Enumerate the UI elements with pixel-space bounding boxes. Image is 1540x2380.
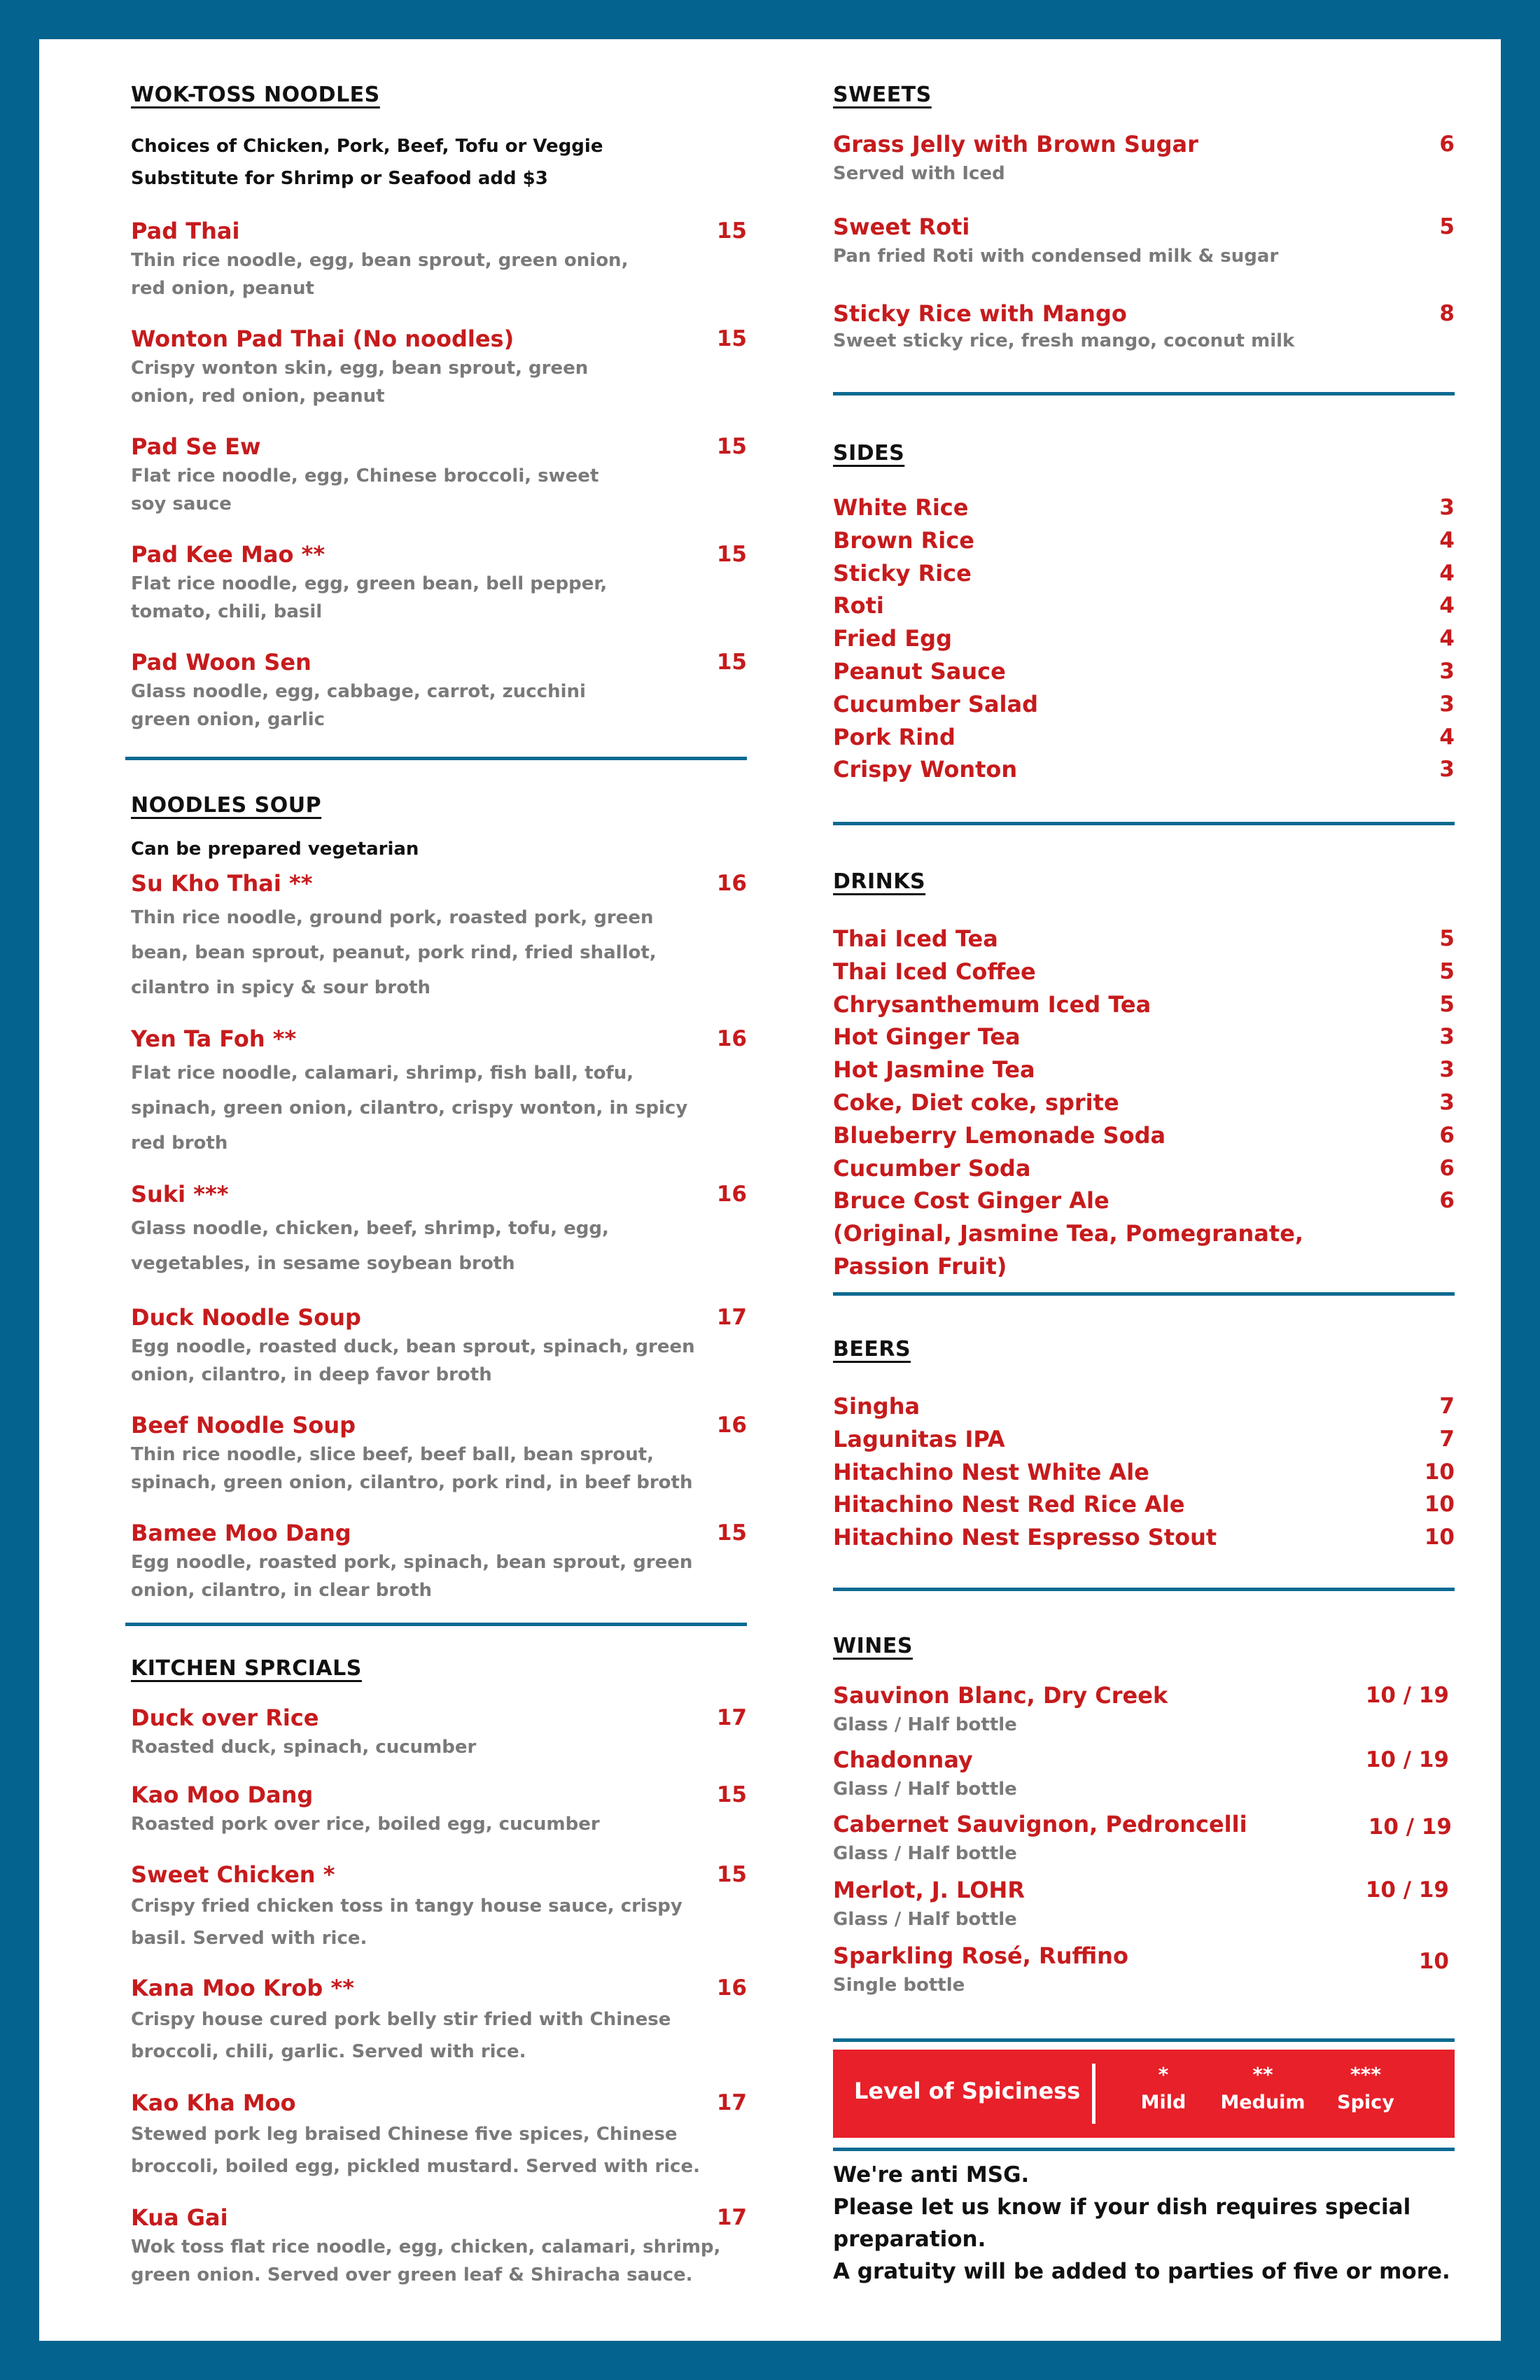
item-name: Pad Se Ew [131,433,261,460]
item-price: 4 [1439,724,1455,750]
item-name: Kao Kha Moo [131,2090,296,2116]
item-desc: Served with Iced [833,163,1005,184]
section-divider [833,1588,1455,1591]
item-name: Pad Woon Sen [131,649,312,676]
menu-item-kana-moo-krob [131,1973,747,2068]
item-desc: Crispy wonton skin, egg, bean sprout, green [131,358,589,379]
list-item [833,1488,1455,1521]
wine-item [833,1940,1455,1999]
menu-item-sweet-chicken [131,1859,747,1954]
item-name: Cucumber Soda [833,1154,1031,1182]
item-price: 17 [716,2205,747,2230]
item-name: Pad Thai [131,218,240,244]
item-name: Sticky Rice with Mango [833,300,1127,327]
item-price: 3 [1439,658,1455,684]
item-desc: red broth [131,1133,228,1154]
item-price: 15 [716,218,747,244]
item-desc: onion, cilantro, in clear broth [131,1580,433,1601]
menu-page [39,39,1501,2341]
item-name: Hot Jasmine Tea [833,1056,1035,1084]
item-name: Beef Noodle Soup [131,1412,356,1438]
item-price: 5 [1439,958,1455,984]
menu-item-su-kho-thai [131,868,747,1004]
item-price: 15 [716,1862,747,1887]
section-divider [833,822,1455,825]
item-name: Kao Moo Dang [131,1782,314,1808]
list-item [833,1390,1455,1423]
list-item [833,1456,1455,1489]
item-name: Singha [833,1393,920,1420]
item-price: 10 / 19 [1365,1877,1449,1903]
list-item [833,955,1455,988]
list-item [833,1423,1455,1456]
menu-item-pad-kee-mao [131,539,747,626]
section-title-noodles: WOK-TOSS NOODLES [131,83,380,107]
menu-item-beef-noodle-soup [131,1410,747,1497]
wine-item [833,1744,1455,1803]
item-name: Coke, Diet coke, sprite [833,1088,1119,1116]
menu-item-duck-over-rice [131,1702,747,1761]
item-desc: spinach, green onion, cilantro, crispy wonton, in spicy [131,1098,688,1119]
item-price: 6 [1439,1188,1455,1214]
footer-msg-msg: We're anti MSG. [833,2162,1030,2188]
wine-item [833,1809,1455,1868]
item-price: 3 [1439,1057,1455,1083]
item-variants: Passion Fruit) [833,1252,1007,1280]
item-price: 10 [1424,1459,1455,1485]
list-item [833,622,1455,655]
list-item [833,753,1455,786]
spice-level-name: Spicy [1337,2092,1394,2113]
item-name: Merlot, J. LOHR [833,1877,1025,1903]
item-name: Hitachino Nest Espresso Stout [833,1524,1217,1551]
menu-item-sweet-roti [833,211,1455,270]
item-desc: Crispy fried chicken toss in tangy house sauce, crispy [131,1896,682,1917]
item-desc: cilantro in spicy & sour broth [131,977,431,998]
item-name: Hitachino Nest White Ale [833,1458,1149,1485]
item-name: Hot Ginger Tea [833,1023,1021,1051]
item-name: Fried Egg [833,625,952,652]
list-item [833,688,1455,721]
footer-msg-special-cont: preparation. [833,2227,986,2252]
item-name: Kua Gai [131,2204,228,2231]
item-price: 10 [1424,1525,1455,1550]
sides-list [833,491,1455,786]
item-price: 17 [716,1705,747,1730]
item-price: 6 [1439,1122,1455,1148]
item-desc: Egg noodle, roasted pork, spinach, bean sprout, green [131,1552,693,1573]
list-item [833,524,1455,557]
menu-item-wonton-pad-thai [131,323,747,410]
section-title-soup: NOODLES SOUP [131,793,322,818]
item-name: Hitachino Nest Red Rice Ale [833,1491,1185,1518]
section-title-wines: WINES [833,1634,913,1658]
item-price: 16 [716,1026,747,1051]
chili-star-icon: *** [1350,2063,1381,2086]
item-desc: Flat rice noodle, calamari, shrimp, fish ball, tofu, [131,1063,634,1084]
item-name: Sweet Roti [833,214,970,240]
item-name: White Rice [833,494,969,521]
item-desc: spinach, green onion, cilantro, pork rind, in beef broth [131,1472,693,1493]
list-item [833,1086,1455,1119]
list-item [833,557,1455,590]
list-item [833,988,1455,1021]
item-desc: Stewed pork leg braised Chinese five spices, Chinese [131,2124,678,2145]
item-desc: green onion, garlic [131,709,326,730]
item-desc: Glass / Half bottle [833,1909,1017,1930]
section-divider [125,757,747,760]
drinks-list [833,923,1455,1283]
item-price: 15 [716,650,747,675]
menu-item-kua-gai [131,2202,747,2289]
item-name: Yen Ta Foh ** [131,1026,297,1052]
item-price: 10 / 19 [1365,1683,1449,1708]
item-name: Lagunitas IPA [833,1425,1005,1452]
item-desc: Glass / Half bottle [833,1714,1017,1735]
menu-item-kao-kha-moo [131,2087,747,2183]
list-item [833,721,1455,754]
item-price: 15 [716,326,747,351]
item-price: 5 [1439,214,1455,239]
section-title-sweets: SWEETS [833,83,932,107]
item-name: Cabernet Sauvignon, Pedroncelli [833,1811,1247,1837]
item-price: 4 [1439,593,1455,619]
item-desc: Flat rice noodle, egg, green bean, bell pepper, [131,573,608,594]
item-price: 10 [1424,1492,1455,1518]
spice-level-label: Level of Spiciness [854,2078,1081,2104]
wine-item [833,1680,1455,1739]
item-price: 7 [1439,1394,1455,1419]
item-desc: Thin rice noodle, slice beef, beef ball, bean sprout, [131,1444,654,1465]
noodles-note-substitute: Substitute for Shrimp or Seafood add $3 [131,168,548,189]
spice-divider [1092,2064,1096,2124]
item-desc: Roasted duck, spinach, cucumber [131,1737,477,1758]
item-desc: Glass / Half bottle [833,1779,1017,1800]
footer-notes [833,2159,1455,2288]
item-desc: onion, red onion, peanut [131,386,385,407]
item-desc: broccoli, boiled egg, pickled mustard. Served with rice. [131,2156,700,2177]
item-name: Pork Rind [833,723,955,750]
item-desc: Single bottle [833,1975,965,1996]
list-item [833,923,1455,955]
section-divider [125,1623,747,1626]
item-desc: Glass / Half bottle [833,1843,1017,1864]
section-title-beers: BEERS [833,1337,911,1362]
spice-level-name: Mild [1140,2092,1186,2113]
item-name: Kana Moo Krob ** [131,1975,354,2001]
item-name: Wonton Pad Thai (No noodles) [131,326,514,352]
item-price: 10 [1418,1949,1449,1974]
item-price: 15 [716,434,747,459]
item-price: 8 [1439,301,1455,326]
section-divider [833,2038,1455,2042]
item-price: 16 [716,871,747,896]
item-name: Grass Jelly with Brown Sugar [833,131,1198,158]
item-desc: tomato, chili, basil [131,601,323,622]
spice-level-medium [1210,2062,1315,2118]
item-desc: vegetables, in sesame soybean broth [131,1253,515,1274]
item-desc: Crispy house cured pork belly stir fried with Chinese [131,2009,671,2030]
item-price: 4 [1439,560,1455,586]
wine-item [833,1875,1455,1933]
spice-level-legend [833,2050,1455,2138]
soup-note: Can be prepared vegetarian [131,839,419,860]
item-price: 15 [716,542,747,567]
menu-item-pad-thai [131,216,747,302]
item-name: Bruce Cost Ginger Ale [833,1187,1110,1214]
menu-item-grass-jelly [833,129,1455,188]
item-name: Pad Kee Mao ** [131,541,326,568]
section-title-drinks: DRINKS [833,869,926,894]
section-title-kitchen: KITCHEN SPRCIALS [131,1656,362,1681]
list-item [833,655,1455,688]
item-desc: red onion, peanut [131,278,314,299]
menu-item-duck-noodle-soup [131,1302,747,1389]
list-item [833,1184,1455,1282]
item-name: Peanut Sauce [833,657,1006,685]
list-item [833,1521,1455,1554]
item-desc: basil. Served with rice. [131,1928,368,1949]
beers-list [833,1390,1455,1554]
item-price: 4 [1439,626,1455,652]
item-name: Sauvinon Blanc, Dry Creek [833,1682,1168,1709]
item-name: Chadonnay [833,1746,973,1773]
item-price: 6 [1439,132,1455,157]
item-desc: Wok toss flat rice noodle, egg, chicken, calamari, shrimp, [131,2236,721,2258]
noodles-note-protein: Choices of Chicken, Pork, Beef, Tofu or Veggie [131,136,603,157]
section-divider [833,2148,1455,2151]
section-divider [833,392,1455,396]
section-divider [833,1292,1455,1296]
chili-star-icon: * [1158,2063,1169,2086]
footer-msg-gratuity: A gratuity will be added to parties of five or more. [833,2259,1450,2284]
item-price: 16 [716,1182,747,1207]
item-price: 5 [1439,926,1455,951]
item-name: Thai Iced Coffee [833,958,1036,985]
item-price: 7 [1439,1426,1455,1452]
item-price: 15 [716,1520,747,1546]
item-price: 5 [1439,991,1455,1017]
item-desc: broccoli, chili, garlic. Served with rice. [131,2041,526,2062]
item-name: Sparkling Rosé, Ruffino [833,1942,1128,1969]
list-item [833,589,1455,622]
item-price: 6 [1439,1155,1455,1181]
list-item [833,1152,1455,1185]
item-name: Cucumber Salad [833,690,1038,718]
menu-item-yen-ta-foh [131,1023,747,1159]
item-name: Su Kho Thai ** [131,870,313,897]
menu-item-suki [131,1179,747,1280]
item-price: 3 [1439,691,1455,717]
item-desc: Glass noodle, chicken, beef, shrimp, tofu, egg, [131,1218,609,1239]
spice-level-spicy [1313,2062,1418,2118]
item-desc: Glass noodle, egg, cabbage, carrot, zucchini [131,681,586,702]
menu-item-kao-moo-dang [131,1779,747,1838]
chili-star-icon: ** [1252,2063,1273,2086]
item-desc: Egg noodle, roasted duck, bean sprout, spinach, green [131,1336,695,1357]
item-name: Sticky Rice [833,559,972,587]
item-price: 3 [1439,1024,1455,1050]
item-desc: soy sauce [131,493,232,514]
item-desc: bean, bean sprout, peanut, pork rind, fried shallot, [131,942,657,963]
item-desc: Thin rice noodle, egg, bean sprout, green onion, [131,250,629,271]
item-name: Bamee Moo Dang [131,1520,351,1546]
list-item [833,1119,1455,1152]
menu-item-pad-woon-sen [131,647,747,734]
list-item [833,1054,1455,1086]
item-desc: onion, cilantro, in deep favor broth [131,1364,492,1385]
item-price: 17 [716,1305,747,1330]
item-name: Duck Noodle Soup [131,1304,361,1331]
item-desc: Flat rice noodle, egg, Chinese broccoli, sweet [131,465,599,486]
item-price: 15 [716,1782,747,1807]
section-title-sides: SIDES [833,441,905,465]
item-desc: Sweet sticky rice, fresh mango, coconut milk [833,330,1295,351]
list-item [833,1021,1455,1054]
item-price: 10 / 19 [1368,1814,1452,1840]
footer-msg-special: Please let us know if your dish requires special [833,2194,1411,2220]
item-name: Sweet Chicken * [131,1861,335,1888]
menu-item-sticky-rice-mango [833,298,1455,353]
item-price: 3 [1439,495,1455,520]
item-name: Blueberry Lemonade Soda [833,1121,1166,1149]
spice-level-mild [1111,2062,1216,2118]
item-name: Duck over Rice [131,1704,319,1731]
menu-item-pad-se-ew [131,431,747,518]
item-price: 16 [716,1975,747,2001]
spice-level-name: Meduim [1220,2092,1306,2113]
item-price: 3 [1439,757,1455,783]
item-price: 4 [1439,527,1455,553]
item-price: 10 / 19 [1365,1747,1449,1772]
item-desc: green onion. Served over green leaf & Shiracha sauce. [131,2264,693,2286]
item-name: Suki *** [131,1181,229,1208]
item-price: 17 [716,2090,747,2115]
item-price: 3 [1439,1089,1455,1115]
item-name: Crispy Wonton [833,756,1018,783]
list-item [833,491,1455,524]
item-name: Thai Iced Tea [833,925,998,952]
item-desc: Thin rice noodle, ground pork, roasted pork, green [131,907,654,928]
menu-item-bamee-moo-dang [131,1518,747,1604]
item-variants: (Original, Jasmine Tea, Pomegranate, [833,1220,1304,1247]
item-price: 16 [716,1413,747,1438]
item-name: Roti [833,592,884,620]
item-desc: Roasted pork over rice, boiled egg, cucumber [131,1814,600,1835]
item-desc: Pan fried Roti with condensed milk & sugar [833,246,1279,267]
item-name: Chrysanthemum Iced Tea [833,990,1152,1018]
item-name: Brown Rice [833,526,974,554]
